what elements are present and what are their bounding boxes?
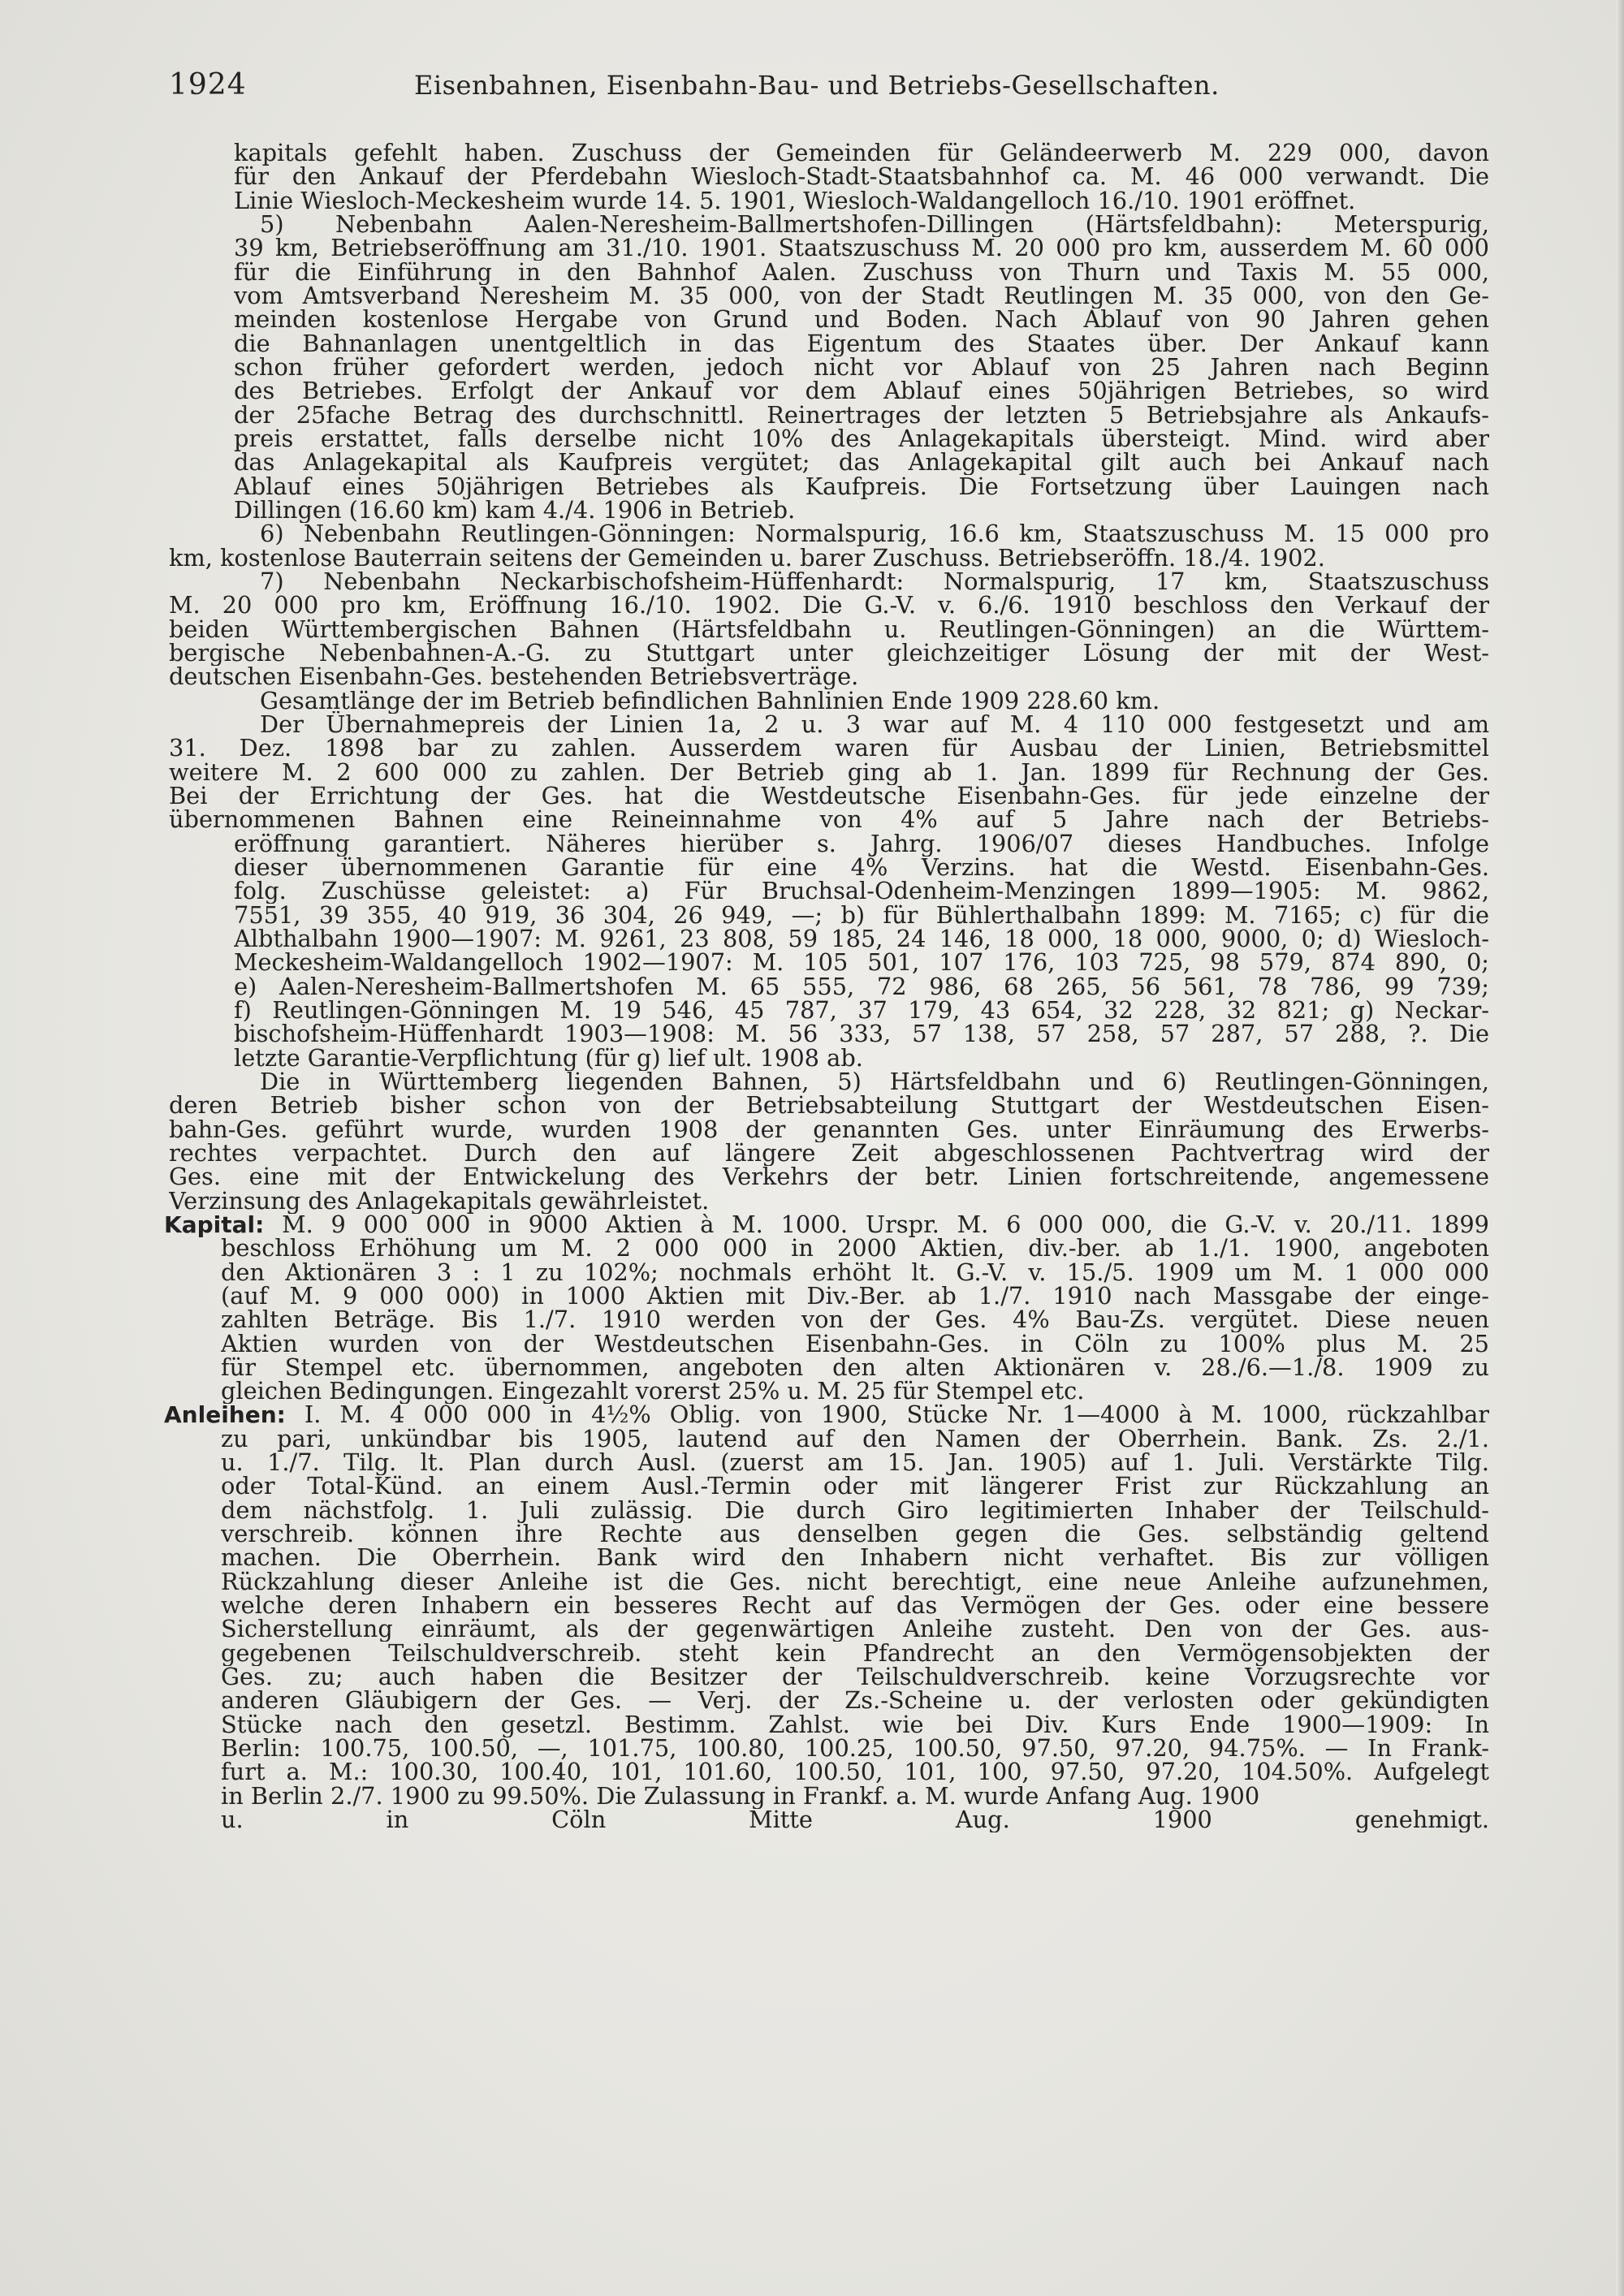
text-line [234, 188, 1489, 214]
line-text: Der Übernahmepreis der Linien 1a, 2 u. 3 war auf M. 4 110 000 festgesetzt und am [260, 711, 1489, 737]
line-text: Sicherstellung einräumt, als der gegenwärtigen Anleihe zusteht. Den von der Ges. aus- [221, 1616, 1489, 1642]
line-text: Stücke nach den gesetzl. Bestimm. Zahlst. wie bei Div. Kurs Ende 1900—1909: In [221, 1711, 1489, 1737]
line-text: verschreib. können ihre Rechte aus denselben gegen die Ges. selbständig geltend [221, 1521, 1489, 1547]
text-line [169, 735, 1489, 761]
text-line [221, 1378, 1489, 1404]
text-line [169, 759, 1489, 785]
line-text: oder Total-Künd. an einem Ausl.-Termin oder mit längerer Frist zur Rückzahlung an [221, 1473, 1489, 1499]
text-line [234, 1021, 1489, 1047]
line-text: Meckesheim-Waldangelloch 1902—1907: M. 105 501, 107 176, 103 725, 98 579, 874 890, 0; [234, 949, 1489, 975]
line-text: übernommenen Bahnen eine Reineinnahme von 4% auf 5 Jahre nach der Betriebs- [169, 806, 1489, 832]
text-line [234, 831, 1489, 857]
section-keyword: Anleihen: [164, 1401, 286, 1427]
page-edge-shadow [1616, 0, 1624, 2296]
text-line [169, 783, 1489, 809]
text-line [221, 1735, 1489, 1761]
line-text: 39 km, Betriebseröffnung am 31./10. 1901. Staatszuschuss M. 20 000 pro km, ausserdem M. 60 000 [234, 235, 1489, 261]
line-text: Berlin: 100.75, 100.50, —, 101.75, 100.80, 100.25, 100.50, 97.50, 97.20, 94.75%. — In Frank- [221, 1735, 1489, 1761]
text-line [234, 854, 1489, 880]
line-text: letzte Garantie-Verpflichtung (für g) lief ult. 1908 ab. [234, 1045, 863, 1071]
text-line [234, 1045, 1489, 1071]
text-line [234, 973, 1489, 999]
line-text: km, kostenlose Bauterrain seitens der Gemeinden u. barer Zuschuss. Betriebseröffn. 18./4. 1902. [169, 545, 1325, 571]
text-line [260, 520, 1489, 546]
line-text: beiden Württembergischen Bahnen (Härtsfeldbahn u. Reutlingen-Gönningen) an die Württem- [169, 616, 1489, 642]
line-text: folg. Zuschüsse geleistet: a) Für Bruchsal-Odenheim-Menzingen 1899—1905: M. 9862, [234, 878, 1489, 904]
text-line [234, 997, 1489, 1023]
text-line [234, 283, 1489, 309]
line-text: die Bahnanlagen unentgeltlich in das Eigentum des Staates über. Der Ankauf kann [234, 330, 1489, 356]
line-text: Rückzahlung dieser Anleihe ist die Ges. nicht berechtigt, eine neue Anleihe aufzunehmen, [221, 1569, 1489, 1595]
text-line [234, 163, 1489, 189]
line-text: furt a. M.: 100.30, 100.40, 101, 101.60, 100.50, 101, 100, 97.50, 97.20, 104.50%. Aufgelegt [221, 1759, 1489, 1785]
text-line [221, 1759, 1489, 1785]
line-text: Ges. zu; auch haben die Besitzer der Teilschuldverschreib. keine Vorzugsrechte vor [221, 1664, 1489, 1690]
text-line [221, 1544, 1489, 1570]
text-line [234, 378, 1489, 404]
text-line [234, 330, 1489, 356]
line-text: Albthalbahn 1900—1907: M. 9261, 23 808, 59 185, 24 146, 18 000, 18 000, 9000, 0; d) Wiesloch- [234, 926, 1489, 952]
text-line [221, 1449, 1489, 1475]
line-text: dieser übernommenen Garantie für eine 4% Verzins. hat die Westd. Eisenbahn-Ges. [234, 854, 1489, 880]
text-line [260, 688, 1489, 714]
text-line [169, 1092, 1489, 1118]
text-line [221, 1283, 1489, 1309]
page-number: 1924 [169, 68, 247, 101]
line-text: f) Reutlingen-Gönningen M. 19 546, 45 787, 37 179, 43 654, 32 228, 32 821; g) Neckar- [234, 997, 1489, 1023]
text-line [234, 473, 1489, 499]
line-text: welche deren Inhabern ein besseres Recht auf das Vermögen der Ges. oder eine bessere [221, 1592, 1489, 1618]
line-text: Gesamtlänge der im Betrieb befindlichen Bahnlinien Ende 1909 228.60 km. [260, 688, 1160, 714]
text-line [260, 711, 1489, 737]
line-text: bergische Nebenbahnen-A.-G. zu Stuttgart unter gleichzeitiger Lösung der mit der West- [169, 640, 1489, 666]
line-text: e) Aalen-Neresheim-Ballmertshofen M. 65 555, 72 986, 68 265, 56 561, 78 786, 99 739; [234, 973, 1489, 999]
line-text: Aktien wurden von der Westdeutschen Eisenbahn-Ges. in Cöln zu 100% plus M. 25 [221, 1331, 1489, 1357]
line-text: M. 9 000 000 in 9000 Aktien à M. 1000. Urspr. M. 6 000 000, die G.-V. v. 20./11. 1899 [282, 1211, 1489, 1237]
line-text: für Stempel etc. übernommen, angeboten den alten Aktionären v. 28./6.—1./8. 1909 zu [221, 1354, 1489, 1380]
text-line [221, 1592, 1489, 1618]
text-line [169, 1188, 1489, 1214]
line-text: 5) Nebenbahn Aalen-Neresheim-Ballmertshofen-Dillingen (Härtsfeldbahn): Meterspurig, [260, 211, 1489, 237]
text-line [234, 926, 1489, 952]
line-text: deutschen Eisenbahn-Ges. bestehenden Betriebsverträge. [169, 663, 859, 689]
line-text: meinden kostenlose Hergabe von Grund und Boden. Nach Ablauf von 90 Jahren gehen [234, 306, 1489, 332]
line-text: vom Amtsverband Neresheim M. 35 000, von der Stadt Reutlingen M. 35 000, von den Ge- [234, 283, 1489, 309]
line-text: kapitals gefehlt haben. Zuschuss der Gemeinden für Geländeerwerb M. 229 000, davon [234, 140, 1489, 166]
text-line [169, 1116, 1489, 1142]
line-text: (auf M. 9 000 000) in 1000 Aktien mit Div.-Ber. ab 1./7. 1910 nach Massgabe der einge- [221, 1283, 1489, 1309]
text-line [260, 568, 1489, 594]
text-line [260, 211, 1489, 237]
text-line [234, 140, 1489, 166]
text-line [169, 663, 1489, 689]
line-text: bischofsheim-Hüffenhardt 1903—1908: M. 56 333, 57 138, 57 258, 57 287, 57 288, ?. Die [234, 1021, 1489, 1047]
text-line [221, 1426, 1489, 1452]
line-text: Bei der Errichtung der Ges. hat die Westdeutsche Eisenbahn-Ges. für jede einzelne der [169, 783, 1489, 809]
text-line [169, 1163, 1489, 1189]
line-text: Linie Wiesloch-Meckesheim wurde 14. 5. 1901, Wiesloch-Waldangelloch 16./10. 1901 eröffnet. [234, 188, 1356, 214]
line-text: eröffnung garantiert. Näheres hierüber s. Jahrg. 1906/07 dieses Handbuches. Infolge [234, 831, 1489, 857]
line-text: weitere M. 2 600 000 zu zahlen. Der Betrieb ging ab 1. Jan. 1899 für Rechnung der Ges. [169, 759, 1489, 785]
line-text: u. 1./7. Tilg. lt. Plan durch Ausl. (zuerst am 15. Jan. 1905) auf 1. Juli. Verstärkte Tilg. [221, 1449, 1489, 1475]
text-line [169, 640, 1489, 666]
line-text: des Betriebes. Erfolgt der Ankauf vor dem Ablauf eines 50jährigen Betriebes, so wird [234, 378, 1489, 404]
line-text: bahn-Ges. geführt wurde, wurden 1908 der genannten Ges. unter Einräumung des Erwerbs- [169, 1116, 1489, 1142]
text-line [234, 306, 1489, 332]
text-line [221, 1497, 1489, 1523]
line-text: I. M. 4 000 000 in 4½% Oblig. von 1900, Stücke Nr. 1—4000 à M. 1000, rückzahlbar [304, 1401, 1489, 1427]
line-text: gleichen Bedingungen. Eingezahlt vorerst 25% u. M. 25 für Stempel etc. [221, 1378, 1085, 1404]
text-line [234, 902, 1489, 928]
text-line [234, 354, 1489, 380]
line-text: preis erstattet, falls derselbe nicht 10% des Anlagekapitals übersteigt. Mind. wird aber [234, 425, 1489, 451]
text-line [221, 1711, 1489, 1737]
line-text: rechtes verpachtet. Durch den auf längere Zeit abgeschlossenen Pachtvertrag wird der [169, 1140, 1489, 1166]
line-text: beschloss Erhöhung um M. 2 000 000 in 2000 Aktien, div.-ber. ab 1./1. 1900, angeboten [221, 1235, 1489, 1261]
text-line [234, 878, 1489, 904]
text-line [221, 1259, 1489, 1285]
text-line [221, 1521, 1489, 1547]
line-text: zahlten Beträge. Bis 1./7. 1910 werden von der Ges. 4% Bau-Zs. vergütet. Diese neuen [221, 1306, 1489, 1332]
line-text: gegebenen Teilschuldverschreib. steht kein Pfandrecht an den Vermögensobjekten der [221, 1640, 1489, 1666]
text-line [221, 1664, 1489, 1690]
line-text: 7) Nebenbahn Neckarbischofsheim-Hüffenhardt: Normalspurig, 17 km, Staatszuschuss [260, 568, 1489, 594]
line-text: der 25fache Betrag des durchschnittl. Reinertrages der letzten 5 Betriebsjahre als Ankaufs- [234, 402, 1489, 428]
text-line [234, 259, 1489, 285]
text-line [221, 1473, 1489, 1499]
text-line [234, 235, 1489, 261]
text-line [234, 949, 1489, 975]
text-line [221, 1235, 1489, 1261]
text-line [221, 1806, 1489, 1832]
line-text: M. 20 000 pro km, Eröffnung 16./10. 1902. Die G.-V. v. 6./6. 1910 beschloss den Verkauf der [169, 592, 1489, 618]
text-line [221, 1616, 1489, 1642]
text-line [234, 425, 1489, 451]
text-line [221, 1306, 1489, 1332]
text-line [221, 1783, 1489, 1809]
text-line [234, 402, 1489, 428]
line-text: Ges. eine mit der Entwickelung des Verkehrs der betr. Linien fortschreitende, angemessene [169, 1163, 1489, 1189]
line-text: zu pari, unkündbar bis 1905, lautend auf den Namen der Oberrhein. Bank. Zs. 2./1. [221, 1426, 1489, 1452]
line-text: Dillingen (16.60 km) kam 4./4. 1906 in Betrieb. [234, 497, 796, 523]
section-keyword: Kapital: [164, 1211, 265, 1237]
text-line [169, 806, 1489, 832]
text-line [221, 1569, 1489, 1595]
text-line [169, 592, 1489, 618]
line-text: in Berlin 2./7. 1900 zu 99.50%. Die Zulassung in Frankf. a. M. wurde Anfang Aug. 1900 [221, 1783, 1260, 1809]
page-header [169, 68, 1387, 109]
text-line [221, 1354, 1489, 1380]
text-line [169, 616, 1489, 642]
line-text: 7551, 39 355, 40 919, 36 304, 26 949, —; b) für Bühlerthalbahn 1899: M. 7165; c) für die [234, 902, 1489, 928]
text-line [221, 1331, 1489, 1357]
text-line [169, 1140, 1489, 1166]
line-text: das Anlagekapital als Kaufpreis vergütet; das Anlagekapital gilt auch bei Ankauf nach [234, 449, 1489, 475]
line-text: Verzinsung des Anlagekapitals gewährleistet. [169, 1188, 710, 1214]
line-text: anderen Gläubigern der Ges. — Verj. der Zs.-Scheine u. der verlosten oder gekündigten [221, 1687, 1489, 1713]
text-line [221, 1687, 1489, 1713]
line-text: für den Ankauf der Pferdebahn Wiesloch-Stadt-Staatsbahnhof ca. M. 46 000 verwandt. Die [234, 163, 1489, 189]
line-text: u. in Cöln Mitte Aug. 1900 genehmigt. [221, 1806, 1489, 1832]
section-heading-line [164, 1211, 1489, 1237]
text-line [221, 1640, 1489, 1666]
line-text: Die in Württemberg liegenden Bahnen, 5) Härtsfeldbahn und 6) Reutlingen-Gönningen, [260, 1068, 1489, 1094]
line-text: 6) Nebenbahn Reutlingen-Gönningen: Normalspurig, 16.6 km, Staatszuschuss M. 15 000 pro [260, 520, 1489, 546]
text-line [169, 545, 1489, 571]
line-text: machen. Die Oberrhein. Bank wird den Inhabern nicht verhaftet. Bis zur völligen [221, 1544, 1489, 1570]
line-text: deren Betrieb bisher schon von der Betriebsabteilung Stuttgart der Westdeutschen Eisen- [169, 1092, 1489, 1118]
line-text: 31. Dez. 1898 bar zu zahlen. Ausserdem waren für Ausbau der Linien, Betriebsmittel [169, 735, 1489, 761]
text-line [234, 497, 1489, 523]
running-title: Eisenbahnen, Eisenbahn-Bau- und Betriebs-Gesellschaften. [414, 70, 1220, 101]
line-text: dem nächstfolg. 1. Juli zulässig. Die durch Giro legitimierten Inhaber der Teilschuld- [221, 1497, 1489, 1523]
line-text: schon früher gefordert werden, jedoch nicht vor Ablauf von 25 Jahren nach Beginn [234, 354, 1489, 380]
text-line [234, 449, 1489, 475]
section-heading-line [164, 1401, 1489, 1427]
line-text: den Aktionären 3 : 1 zu 102%; nochmals erhöht lt. G.-V. v. 15./5. 1909 um M. 1 000 000 [221, 1259, 1489, 1285]
line-text: Ablauf eines 50jährigen Betriebes als Kaufpreis. Die Fortsetzung über Lauingen nach [234, 473, 1489, 499]
line-text: für die Einführung in den Bahnhof Aalen. Zuschuss von Thurn und Taxis M. 55 000, [234, 259, 1489, 285]
text-line [260, 1068, 1489, 1094]
